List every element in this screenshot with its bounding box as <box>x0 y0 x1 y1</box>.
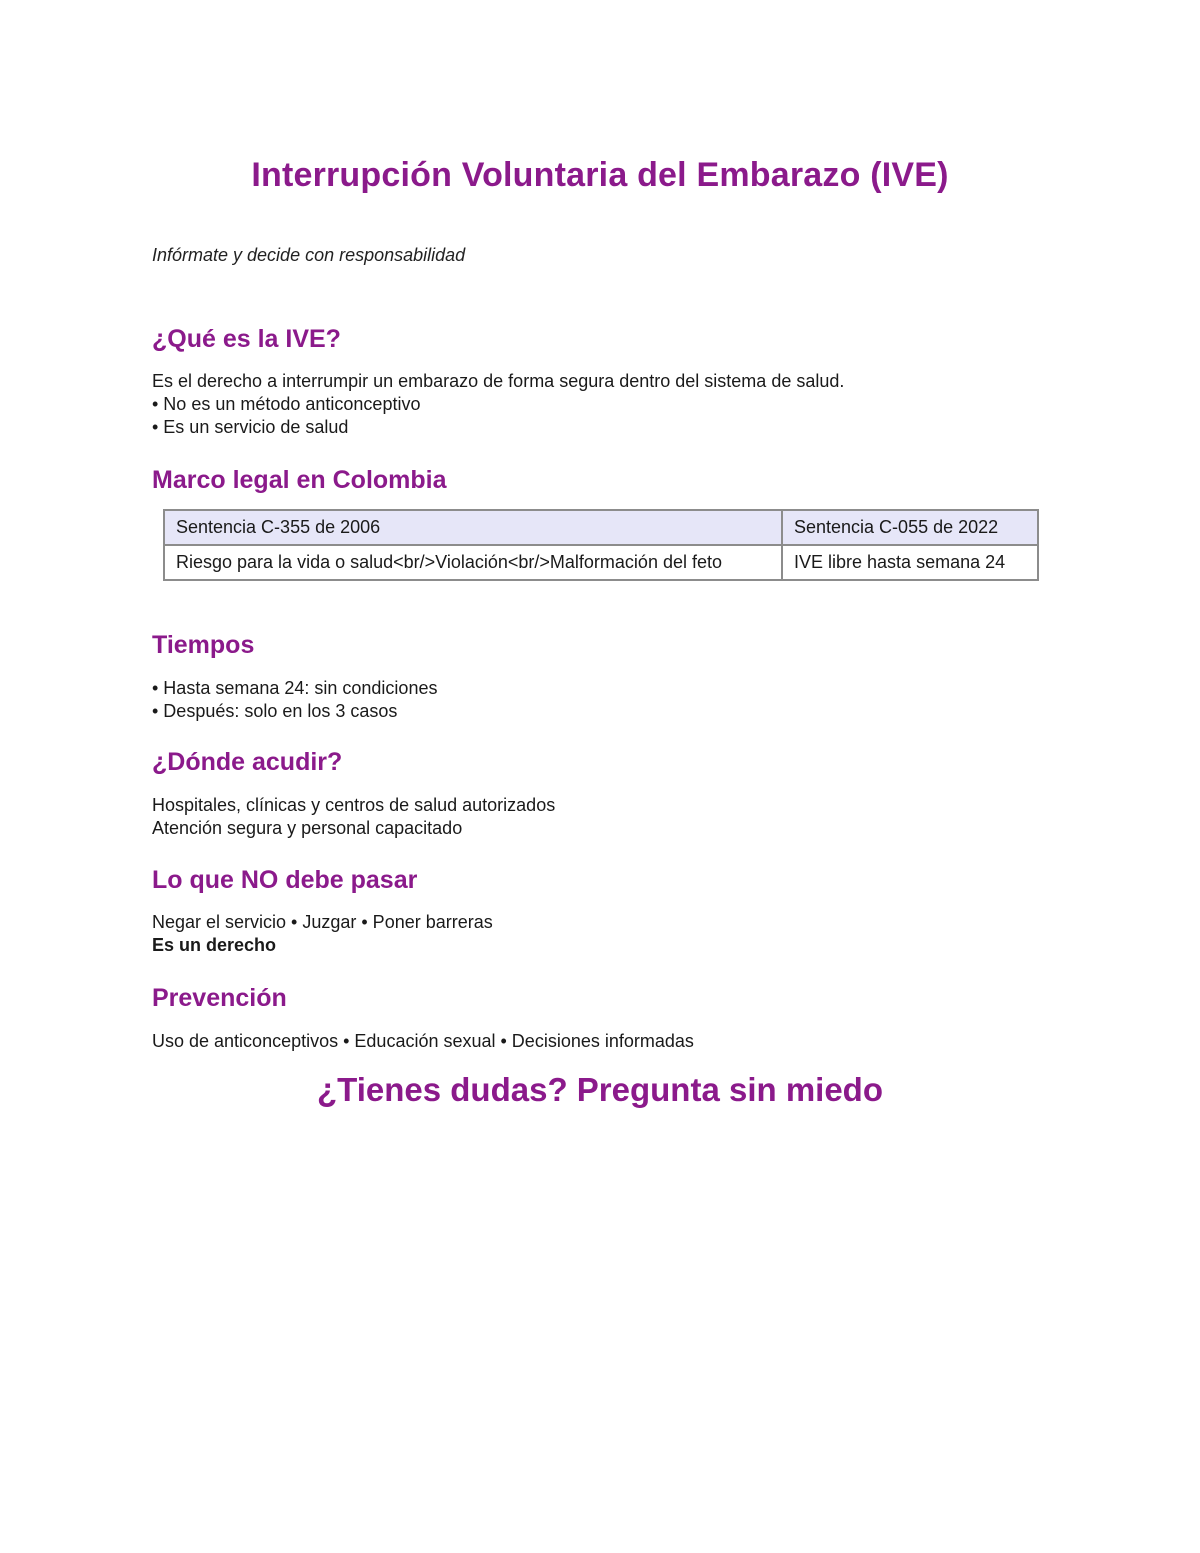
section-body-donde-acudir <box>152 794 555 840</box>
table-row <box>164 545 1038 580</box>
section-body-prevencion <box>152 1030 694 1053</box>
section-heading-marco-legal: Marco legal en Colombia <box>152 466 447 494</box>
text-line: Hospitales, clínicas y centros de salud autorizados <box>152 795 556 815</box>
section-heading-tiempos: Tiempos <box>152 631 255 659</box>
section-heading-donde-acudir: ¿Dónde acudir? <box>152 748 343 776</box>
table-cell: IVE libre hasta semana 24 <box>782 545 1038 580</box>
definition-line: Es el derecho a interrumpir un embarazo de forma segura dentro del sistema de salud. <box>152 371 845 391</box>
section-body-lo-que-no <box>152 911 493 957</box>
text-line: Uso de anticonceptivos • Educación sexual • Decisiones informadas <box>152 1031 694 1051</box>
section-body-tiempos <box>152 677 437 723</box>
text-line: Atención segura y personal capacitado <box>152 818 463 838</box>
document-subtitle: Infórmate y decide con responsabilidad <box>152 245 466 265</box>
section-heading-que-es: ¿Qué es la IVE? <box>152 325 341 353</box>
bullet-item: • No es un método anticonceptivo <box>152 394 421 414</box>
document-title: Interrupción Voluntaria del Embarazo (IVE) <box>251 156 949 194</box>
bullet-item: • Hasta semana 24: sin condiciones <box>152 678 438 698</box>
table-header-row <box>164 510 1038 545</box>
section-body-que-es <box>152 370 844 439</box>
emphasis-text: Es un derecho <box>152 935 277 955</box>
bullet-item: • Después: solo en los 3 casos <box>152 701 398 721</box>
legal-framework-table <box>163 509 1039 581</box>
table-cell: Riesgo para la vida o salud<br/>Violación<br/>Malformación del feto <box>164 545 782 580</box>
section-heading-prevencion: Prevención <box>152 984 287 1012</box>
table-header-cell: Sentencia C-355 de 2006 <box>164 510 782 545</box>
closing-message: ¿Tienes dudas? Pregunta sin miedo <box>317 1071 883 1108</box>
text-line: Negar el servicio • Juzgar • Poner barreras <box>152 912 493 932</box>
section-heading-lo-que-no: Lo que NO debe pasar <box>152 866 418 894</box>
table-header-cell: Sentencia C-055 de 2022 <box>782 510 1038 545</box>
bullet-item: • Es un servicio de salud <box>152 417 349 437</box>
